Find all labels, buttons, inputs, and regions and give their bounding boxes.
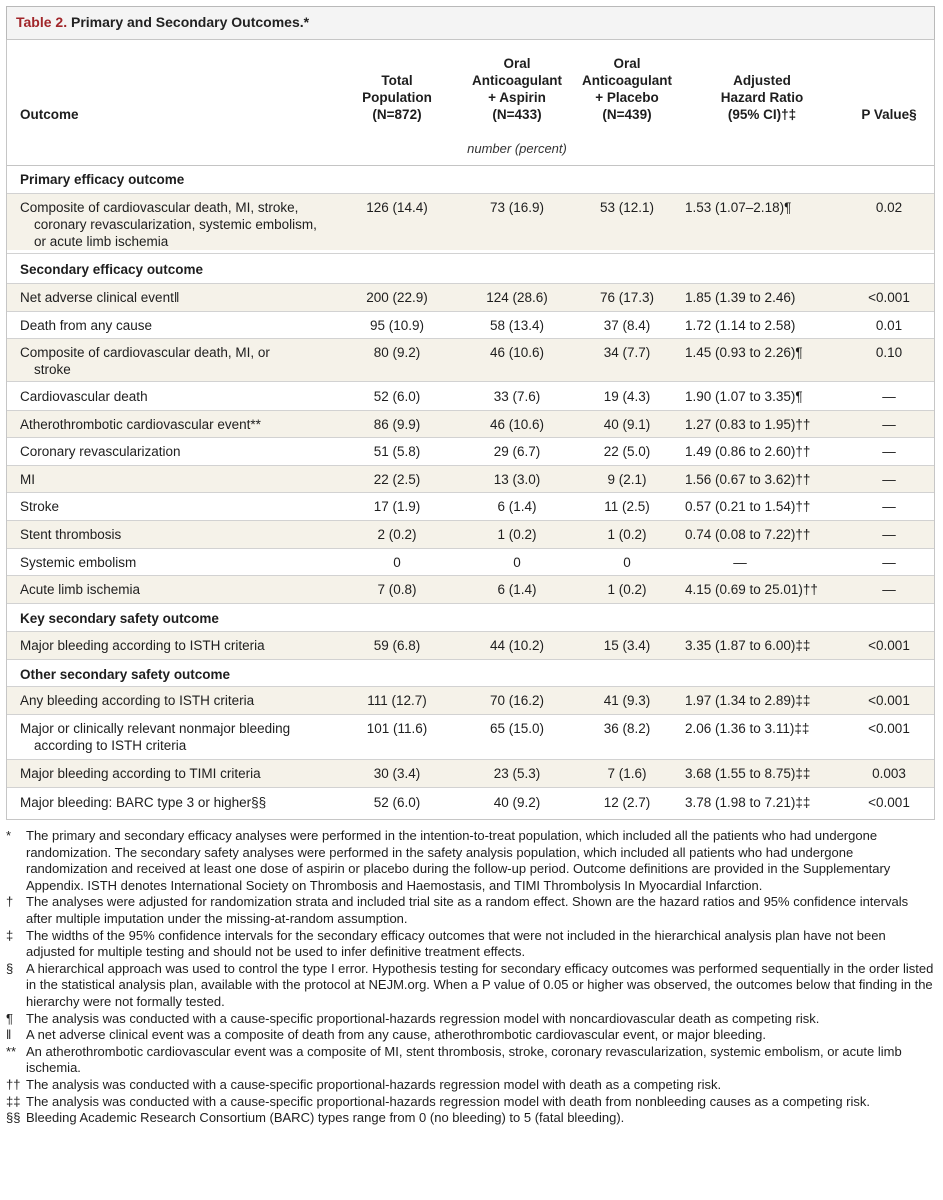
cell-hazard-ratio: 1.27 (0.83 to 1.95)††: [685, 417, 811, 432]
cell-p-value: <0.001: [868, 638, 910, 653]
footnote-text: The analysis was conducted with a cause-specific proportional-hazards regression model with death from nonbleeding causes as a competing risk.: [26, 1093, 870, 1109]
cell-p-value: —: [882, 444, 896, 459]
footnote-text: The primary and secondary efficacy analyses were performed in the intention-to-treat population, which included all the patients who had undergone randomization. The secondary safety analyses were performed in the safety analysis population, which included all patients who had undergone randomization and received at least one dose of aspirin or placebo during the follow-up period. Outcome definitions are provided in the Supplementary Appendix. ISTH denotes International Society on Thrombosis and Haemostasis, and TIMI Thrombolysis In Myocardial Infarction.: [26, 828, 891, 893]
cell-total: 111 (12.7): [367, 693, 427, 708]
section-key-safety: [7, 603, 934, 631]
section-secondary-efficacy: [7, 253, 934, 283]
cell-outcome: Coronary revascularization: [20, 444, 181, 459]
table-row: [7, 465, 934, 492]
footnote-text: A hierarchical approach was used to control the type I error. Hypothesis testing for secondary efficacy outcomes was performed sequentially in the order listed in the statistical analysis plan, available with the protocol at NEJM.org. When a P value of 0.05 or higher was observed, the outcomes below that finding in the hierarchy were not formally tested.: [26, 960, 934, 1009]
cell-outcome: Major bleeding: BARC type 3 or higher§§: [20, 795, 267, 810]
footnote-symbol: §§: [6, 1110, 21, 1126]
table-row: [7, 193, 934, 250]
table-row: [7, 631, 934, 659]
cell-p-value: —: [882, 417, 896, 432]
cell-p-value: —: [882, 527, 896, 542]
footnote-symbol: ‡‡: [6, 1093, 21, 1109]
cell-aspirin: 1 (0.2): [497, 527, 537, 542]
table-row: [7, 311, 934, 338]
footnote: [6, 828, 935, 894]
cell-hazard-ratio: 3.78 (1.98 to 7.21)‡‡: [685, 795, 811, 810]
footnote: [6, 1077, 935, 1094]
cell-aspirin: 73 (16.9): [489, 200, 545, 215]
cell-total: 17 (1.9): [373, 499, 421, 514]
footnote-symbol: ¶: [6, 1010, 13, 1026]
table-title: [6, 6, 935, 40]
cell-p-value: —: [882, 582, 896, 597]
table-row: [7, 410, 934, 437]
table-row: [7, 575, 934, 603]
section-primary-efficacy: [7, 165, 934, 193]
cell-placebo: 41 (9.3): [603, 693, 651, 708]
cell-aspirin: 46 (10.6): [489, 345, 545, 360]
header-aspirin: Oral Anticoagulant + Aspirin (N=433): [472, 56, 562, 122]
footnote-text: The widths of the 95% confidence intervals for the secondary efficacy outcomes that were not included in the hierarchical analysis plan have not been adjusted for multiple testing and should not be used to infer definitive treatment effects.: [26, 927, 886, 960]
footnote-symbol: ‡: [6, 927, 14, 943]
cell-placebo: 19 (4.3): [603, 389, 651, 404]
cell-outcome: Major bleeding according to TIMI criteria: [20, 766, 261, 781]
cell-placebo: 0: [623, 555, 631, 570]
cell-p-value: —: [882, 499, 896, 514]
footnote-symbol: ‖: [6, 1027, 12, 1043]
cell-total: 200 (22.9): [366, 290, 428, 305]
footnote: [6, 1011, 935, 1028]
header-hazard-ratio: Adjusted Hazard Ratio (95% CI)†‡: [720, 73, 804, 122]
table-row: [7, 492, 934, 520]
footnote: [6, 1094, 935, 1111]
cell-placebo: 40 (9.1): [603, 417, 651, 432]
footnote-text: Bleeding Academic Research Consortium (BARC) types range from 0 (no bleeding) to 5 (fatal bleeding).: [26, 1110, 625, 1126]
footnote-text: A net adverse clinical event was a composite of death from any cause, atherothrombotic cardiovascular event, or major bleeding.: [26, 1027, 766, 1043]
section-other-safety: [7, 659, 934, 686]
cell-placebo: 15 (3.4): [603, 638, 651, 653]
footnote: [6, 928, 935, 961]
cell-hazard-ratio: 4.15 (0.69 to 25.01)††: [685, 582, 818, 597]
cell-placebo: 1 (0.2): [607, 582, 647, 597]
footnote-symbol: †: [6, 894, 14, 910]
cell-total: 80 (9.2): [373, 345, 421, 360]
section-label: Primary efficacy outcome: [20, 172, 185, 187]
footnote-text: The analyses were adjusted for randomization strata and included trial site as a random effect. Shown are the hazard ratios and 95% confidence intervals after multiple imputation under the missing-at-random assumption.: [26, 894, 909, 926]
cell-total: 126 (14.4): [366, 200, 428, 215]
cell-total: 95 (10.9): [369, 318, 425, 333]
cell-aspirin: 44 (10.2): [489, 638, 545, 653]
cell-p-value: <0.001: [868, 721, 910, 736]
footnote-text: The analysis was conducted with a cause-specific proportional-hazards regression model with death as a competing risk.: [26, 1076, 722, 1092]
header-total-population: Total Population (N=872): [362, 73, 432, 122]
table-row: [7, 686, 934, 714]
cell-p-value: —: [882, 555, 896, 570]
cell-total: 30 (3.4): [373, 766, 421, 781]
cell-p-value: —: [882, 389, 896, 404]
cell-outcome: Acute limb ischemia: [20, 582, 141, 597]
table-row: [7, 520, 934, 548]
cell-outcome: MI: [20, 472, 35, 487]
cell-total: 0: [393, 555, 401, 570]
table-row: [7, 787, 934, 819]
header-p-value: P Value§: [861, 107, 917, 122]
cell-hazard-ratio: 1.85 (1.39 to 2.46): [685, 290, 796, 305]
footnote-text: An atherothrombotic cardiovascular event was a composite of MI, stent thrombosis, stroke, coronary revascularization, systemic embolism, or acute limb ischemia.: [26, 1043, 902, 1076]
cell-total: 52 (6.0): [373, 389, 421, 404]
cell-total: 101 (11.6): [366, 721, 428, 736]
cell-p-value: <0.001: [868, 693, 910, 708]
cell-outcome: Stent thrombosis: [20, 527, 122, 542]
cell-placebo: 12 (2.7): [603, 795, 651, 810]
cell-aspirin: 29 (6.7): [493, 444, 541, 459]
cell-outcome: Composite of cardiovascular death, MI, or stroke: [20, 345, 270, 377]
cell-hazard-ratio: 1.90 (1.07 to 3.35)¶: [685, 389, 803, 404]
footnote-symbol: *: [6, 828, 12, 843]
cell-placebo: 36 (8.2): [603, 721, 651, 736]
cell-hazard-ratio: 3.68 (1.55 to 8.75)‡‡: [685, 766, 811, 781]
cell-hazard-ratio: 3.35 (1.87 to 6.00)‡‡: [685, 638, 811, 653]
cell-placebo: 1 (0.2): [607, 527, 647, 542]
cell-aspirin: 13 (3.0): [493, 472, 541, 487]
cell-placebo: 37 (8.4): [603, 318, 651, 333]
table-row: [7, 283, 934, 311]
cell-outcome: Net adverse clinical event‖: [20, 290, 180, 305]
footnote-text: The analysis was conducted with a cause-specific proportional-hazards regression model with noncardiovascular death as competing risk.: [26, 1010, 820, 1026]
cell-hazard-ratio: 2.06 (1.36 to 3.11)‡‡: [685, 721, 810, 736]
cell-hazard-ratio: —: [733, 555, 747, 570]
cell-placebo: 7 (1.6): [607, 766, 647, 781]
footnote: [6, 961, 935, 1011]
cell-p-value: <0.001: [868, 795, 910, 810]
cell-placebo: 76 (17.3): [599, 290, 655, 305]
cell-hazard-ratio: 1.97 (1.34 to 2.89)‡‡: [685, 693, 811, 708]
cell-outcome: Major or clinically relevant nonmajor bleeding according to ISTH criteria: [20, 721, 291, 753]
table-number: Table 2.: [16, 14, 68, 30]
section-label: Other secondary safety outcome: [20, 667, 231, 682]
table-row: [7, 381, 934, 410]
footnote-symbol: ††: [6, 1076, 21, 1092]
table-caption: Primary and Secondary Outcomes.*: [67, 14, 310, 30]
cell-aspirin: 6 (1.4): [497, 582, 537, 597]
cell-placebo: 11 (2.5): [604, 499, 650, 514]
table-row: [7, 338, 934, 381]
footnote: [6, 1110, 935, 1127]
section-label: Secondary efficacy outcome: [20, 262, 204, 277]
cell-hazard-ratio: 1.56 (0.67 to 3.62)††: [685, 472, 811, 487]
cell-aspirin: 124 (28.6): [486, 290, 548, 305]
cell-p-value: 0.003: [872, 766, 906, 781]
table-row: [7, 759, 934, 787]
cell-outcome: Atherothrombotic cardiovascular event**: [20, 417, 261, 432]
table-row: [7, 437, 934, 465]
header-outcome: Outcome: [20, 107, 79, 122]
cell-total: 59 (6.8): [373, 638, 421, 653]
cell-placebo: 53 (12.1): [599, 200, 655, 215]
cell-p-value: 0.01: [875, 318, 903, 333]
cell-placebo: 9 (2.1): [607, 472, 647, 487]
cell-aspirin: 23 (5.3): [493, 766, 541, 781]
cell-outcome: Composite of cardiovascular death, MI, stroke, coronary revascularization, systemic embolism, or acute limb ischemia: [20, 200, 317, 249]
cell-p-value: —: [882, 472, 896, 487]
table-row: [7, 714, 934, 759]
cell-placebo: 34 (7.7): [603, 345, 651, 360]
footnote: [6, 1027, 935, 1044]
cell-p-value: 0.10: [875, 345, 903, 360]
cell-outcome: Any bleeding according to ISTH criteria: [20, 693, 255, 708]
cell-aspirin: 6 (1.4): [497, 499, 537, 514]
table-row: [7, 548, 934, 575]
cell-outcome: Death from any cause: [20, 318, 153, 333]
footnote: [6, 894, 935, 927]
cell-hazard-ratio: 1.49 (0.86 to 2.60)††: [685, 444, 811, 459]
footnotes: [6, 828, 935, 1127]
header-units-note: number (percent): [467, 141, 567, 156]
cell-aspirin: 46 (10.6): [489, 417, 545, 432]
header-placebo: Oral Anticoagulant + Placebo (N=439): [582, 56, 672, 122]
cell-aspirin: 0: [513, 555, 521, 570]
cell-hazard-ratio: 0.57 (0.21 to 1.54)††: [685, 499, 811, 514]
cell-total: 7 (0.8): [377, 582, 417, 597]
footnote: [6, 1044, 935, 1077]
cell-hazard-ratio: 1.53 (1.07–2.18)¶: [685, 200, 792, 215]
cell-hazard-ratio: 1.72 (1.14 to 2.58): [685, 318, 796, 333]
cell-total: 52 (6.0): [373, 795, 421, 810]
cell-hazard-ratio: 1.45 (0.93 to 2.26)¶: [685, 345, 803, 360]
cell-hazard-ratio: 0.74 (0.08 to 7.22)††: [685, 527, 811, 542]
cell-outcome: Stroke: [20, 499, 60, 514]
table-header: [7, 40, 934, 166]
cell-total: 22 (2.5): [373, 472, 421, 487]
cell-p-value: <0.001: [868, 290, 910, 305]
cell-aspirin: 33 (7.6): [493, 389, 541, 404]
outcomes-table: [6, 40, 935, 820]
cell-outcome: Cardiovascular death: [20, 389, 148, 404]
cell-total: 51 (5.8): [373, 444, 421, 459]
cell-aspirin: 58 (13.4): [489, 318, 545, 333]
cell-placebo: 22 (5.0): [603, 444, 651, 459]
footnote-symbol: **: [6, 1043, 17, 1059]
cell-outcome: Systemic embolism: [20, 555, 137, 570]
cell-p-value: 0.02: [875, 200, 903, 215]
cell-total: 86 (9.9): [373, 417, 421, 432]
section-label: Key secondary safety outcome: [20, 611, 219, 626]
cell-aspirin: 70 (16.2): [489, 693, 545, 708]
cell-total: 2 (0.2): [377, 527, 417, 542]
footnote-symbol: §: [6, 960, 14, 976]
cell-aspirin: 65 (15.0): [489, 721, 545, 736]
cell-aspirin: 40 (9.2): [493, 795, 541, 810]
cell-outcome: Major bleeding according to ISTH criteria: [20, 638, 265, 653]
